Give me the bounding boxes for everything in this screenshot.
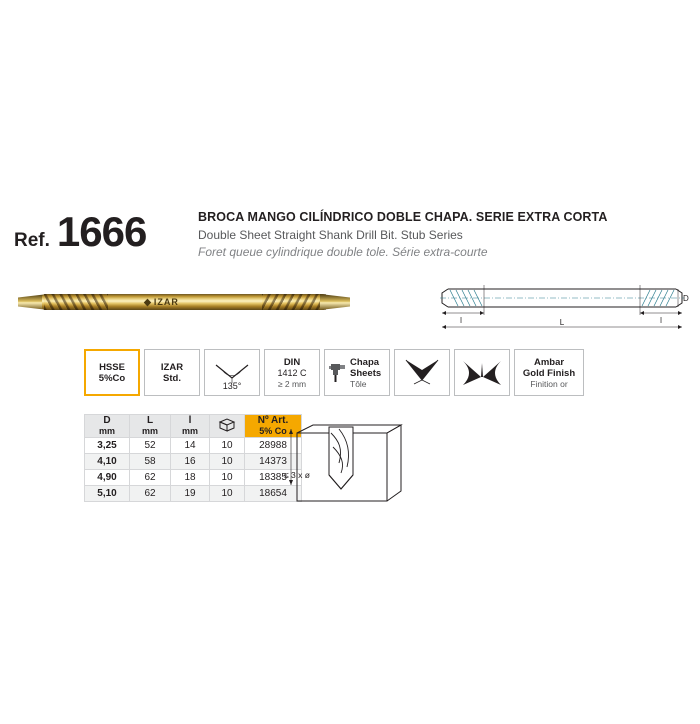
- reference-number: 1666: [56, 208, 147, 255]
- application-sub: Tôle: [350, 378, 367, 389]
- cell-article-number: 14373: [245, 454, 302, 470]
- icon-box-din-standard: [264, 349, 320, 396]
- cell-length-flute: 19: [171, 486, 210, 502]
- cell-diameter: 3,25: [85, 438, 130, 454]
- din-line2: 1412 C: [277, 367, 307, 378]
- cell-length-flute: 14: [171, 438, 210, 454]
- din-line1: DIN: [283, 356, 301, 368]
- specification-table-wrap: [84, 414, 302, 502]
- header-length-total: [130, 415, 171, 438]
- finish-sub: Finition or: [530, 378, 568, 389]
- table-head: [85, 415, 302, 438]
- table-header-row: [85, 415, 302, 438]
- tolerance-line1: IZAR: [160, 361, 184, 373]
- double-ended-point-icon: [400, 356, 444, 390]
- header-length-flute-unit: mm: [181, 426, 198, 436]
- table-row: [85, 454, 302, 470]
- reference-label: Ref.: [14, 230, 50, 251]
- application-line2: Sheets: [350, 367, 382, 379]
- product-photo: [12, 281, 356, 325]
- cell-length-flute: 18: [171, 470, 210, 486]
- application-line1: Chapa: [350, 356, 380, 368]
- icon-box-material-hsse: [84, 349, 140, 396]
- dim-diameter-label: D: [683, 294, 689, 303]
- dim-right-label: l: [660, 316, 662, 325]
- header-length-total-label: L: [146, 415, 154, 426]
- table-row: [85, 486, 302, 502]
- cell-length-total: 62: [130, 486, 171, 502]
- header-packaging: [210, 415, 245, 438]
- cell-packaging: 10: [210, 470, 245, 486]
- cell-length-total: 62: [130, 470, 171, 486]
- table-row: [85, 470, 302, 486]
- technical-drawing: [440, 281, 689, 337]
- dim-left-label: l: [460, 316, 462, 325]
- icon-box-double-ended-point: [394, 349, 450, 396]
- table-row: [85, 438, 302, 454]
- box-icon: [218, 417, 236, 433]
- tolerance-line2: Std.: [163, 372, 181, 384]
- specification-table: [84, 414, 302, 502]
- title-french: Foret queue cylindrique double tole. Série extra-courte: [198, 245, 488, 259]
- table-body: [85, 438, 302, 502]
- reference-block: [14, 208, 147, 255]
- drill-flute-left: [44, 294, 108, 310]
- point-angle-value: 135°: [222, 381, 242, 391]
- header-diameter-label: D: [103, 415, 111, 426]
- cell-article-number: 18385: [245, 470, 302, 486]
- drill-tip-right: [320, 294, 350, 310]
- cell-length-total: 52: [130, 438, 171, 454]
- header-length-flute-label: l: [188, 415, 192, 426]
- split-point-geometry-icon: [459, 355, 505, 391]
- cell-packaging: 10: [210, 486, 245, 502]
- header-diameter: [85, 415, 130, 438]
- depth-label: ≤ 3 x ø: [284, 470, 310, 480]
- material-line1: HSSE: [99, 361, 125, 373]
- title-english: Double Sheet Straight Shank Drill Bit. Stub Series: [198, 228, 463, 242]
- icon-box-tolerance-izar-std: [144, 349, 200, 396]
- title-spanish: BROCA MANGO CILÍNDRICO DOBLE CHAPA. SERIE EXTRA CORTA: [198, 210, 608, 224]
- finish-line1: Ambar: [533, 356, 565, 368]
- cell-length-total: 58: [130, 454, 171, 470]
- product-titles: [198, 210, 658, 259]
- icon-box-finish-ambar-gold: [514, 349, 584, 396]
- material-line2: 5%Co: [98, 372, 126, 384]
- cell-packaging: 10: [210, 438, 245, 454]
- dim-total-label: L: [559, 318, 565, 327]
- header-length-flute: [171, 415, 210, 438]
- icon-box-split-point-geometry: [454, 349, 510, 396]
- drill-flute-right: [262, 294, 326, 310]
- cell-length-flute: 16: [171, 454, 210, 470]
- application-drawing-svg: [283, 423, 401, 515]
- icon-box-point-angle: [204, 349, 260, 396]
- brand-stamp-text: IZAR: [153, 296, 179, 308]
- drill-machine-icon: [328, 360, 348, 386]
- din-sub: ≥ 2 mm: [277, 378, 307, 389]
- header-article-label: Nº Art.: [257, 415, 289, 426]
- attribute-icon-row: [84, 349, 584, 396]
- cell-article-number: 28988: [245, 438, 302, 454]
- finish-line2: Gold Finish: [522, 367, 576, 379]
- cell-diameter: 4,10: [85, 454, 130, 470]
- brand-stamp: [144, 297, 179, 309]
- cell-diameter: 5,10: [85, 486, 130, 502]
- header-length-total-unit: mm: [141, 426, 158, 436]
- icon-box-application-sheets: [324, 349, 390, 396]
- header-article-unit: 5% Co: [259, 426, 287, 436]
- technical-drawing-svg: [440, 281, 689, 337]
- cell-packaging: 10: [210, 454, 245, 470]
- cell-article-number: 18654: [245, 486, 302, 502]
- cell-diameter: 4,90: [85, 470, 130, 486]
- brand-mark-icon: ◆: [144, 296, 152, 308]
- header-diameter-unit: mm: [98, 426, 115, 436]
- application-drawing: [283, 423, 401, 515]
